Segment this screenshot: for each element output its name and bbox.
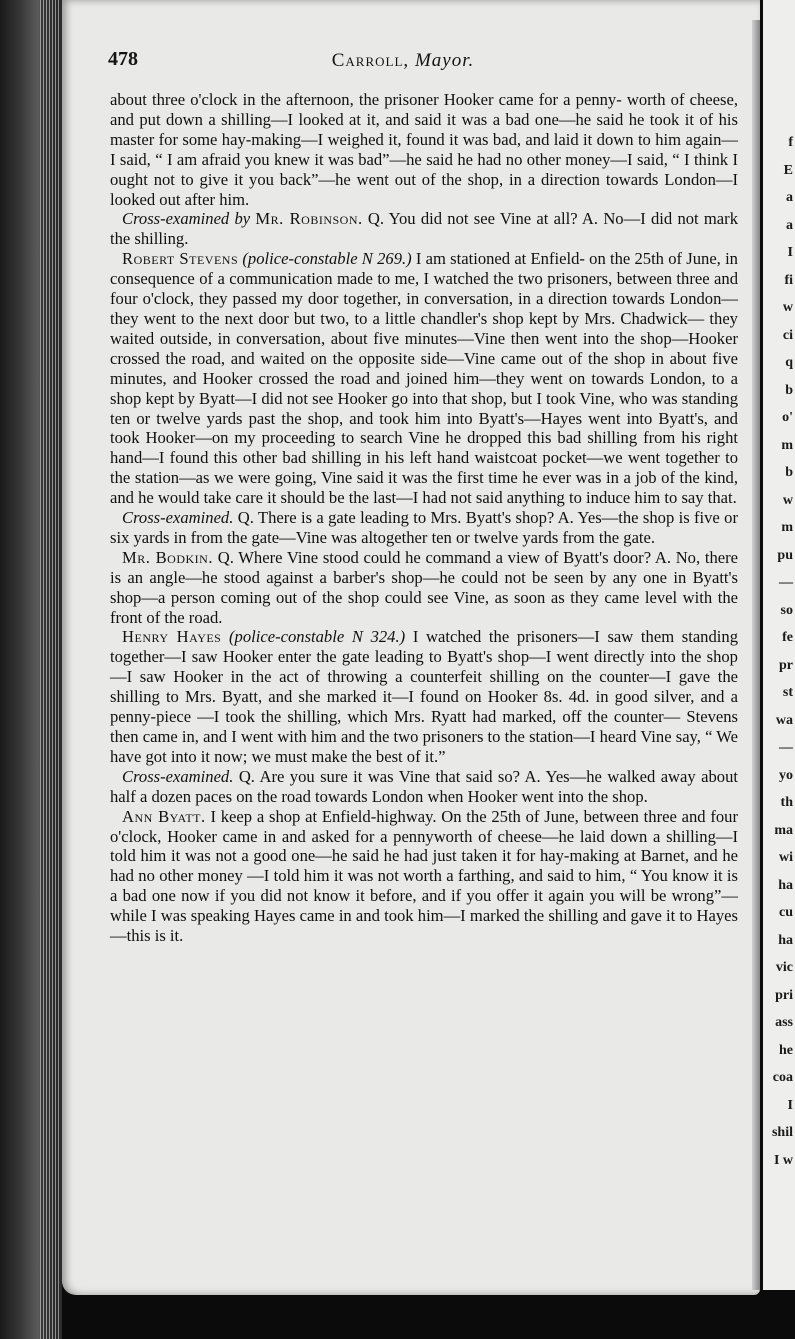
text-line: I keep a shop at Enfield-highway. On the 25th of June, — [210, 806, 579, 826]
book-spine — [0, 0, 62, 1339]
text-line: twelve yards past the shop, and took him into Byatt's—Hayes went into — [156, 408, 653, 428]
text-line: be wrong”—while I was speaking Hayes came in and took him—I marked — [110, 886, 738, 926]
facing-page-fragment: o' — [782, 410, 793, 425]
text-line: the next door but two, to a little chandler's shop kept by Mrs. Chadwick— — [199, 308, 705, 328]
text-line: shop—I went directly into the shop—I saw Hooker in the act of throwing a — [110, 647, 738, 687]
facing-page-fragment: ass — [775, 1015, 793, 1030]
text-line: door together, in conversation, in a direction towards London—they went to — [110, 289, 738, 328]
text-line: Byatt's, and took Hooker—on my proceeding to search Vine he dropped this — [110, 408, 738, 448]
text-line: Hooker went into the shop. — [467, 786, 648, 806]
text-line: No—I did not mark the shilling. — [110, 209, 738, 249]
facing-page-fragment: w — [782, 492, 793, 508]
paragraph — [110, 627, 738, 766]
scan-background — [62, 1295, 795, 1339]
facing-page-fragment: ha — [778, 877, 793, 893]
text-line: London—I looked out after him. — [110, 169, 738, 209]
facing-page-fragment: m — [781, 520, 793, 535]
facing-page-fragment: ha — [778, 932, 793, 948]
text-line: between three and four o'clock, Hooker came in and asked for a pennyworth — [110, 806, 738, 846]
facing-page-fragment: th — [780, 795, 793, 810]
facing-page-fragment: shil — [771, 1125, 793, 1140]
running-head-title: Mayor. — [414, 50, 475, 71]
text-line: them standing together—I saw Hooker enter the gate leading to Byatt's — [110, 627, 738, 667]
text-line: Q. Are you sure it was Vine that said so? A. Yes—he — [238, 766, 602, 786]
speaker-name: Mr. Bodkin. — [122, 547, 213, 567]
facing-page-fragment: st — [782, 685, 793, 700]
text-line: take care it should be the last—I had not said anything to induce him to say — [203, 488, 704, 508]
text-line: —I took the shilling, which Mrs. Ryatt had marked, off the counter— — [197, 707, 681, 727]
facing-page-fragment: ci — [782, 327, 793, 343]
facing-page-fragment: w — [782, 300, 793, 315]
paragraph — [110, 209, 738, 249]
facing-page-fragment: pri — [775, 987, 793, 1003]
text-line: she marked it—I found on Hooker 8s. 4d. in good silver, and a penny-piece — [110, 687, 738, 727]
facing-page-fragment: fe — [782, 630, 793, 645]
paragraph — [110, 508, 738, 548]
facing-page-fragment: coa — [772, 1070, 793, 1085]
paragraph — [110, 249, 738, 508]
speaker-role: (police-constable N 324.) — [229, 627, 406, 647]
text-line: bad shilling from his right hand—I found this other bad shilling in his left — [110, 428, 738, 468]
facing-page-fragment: b — [785, 382, 793, 398]
facing-page-fragment: — — [779, 740, 793, 755]
text-line: walked away about half a dozen paces on the road towards London when — [110, 766, 738, 806]
page-gutter-shadow — [752, 20, 760, 1290]
text-line: I am stationed at Enfield- — [415, 249, 585, 269]
facing-page-fragment: pr — [779, 657, 793, 673]
text-line: the shop—Hooker crossed the road, and waited on the opposite side—Vine — [110, 328, 738, 368]
text-line: said he had just taken it for hay-making at Barnet, and he had no other money — [110, 846, 738, 886]
speaker-name: Henry Hayes — [122, 627, 222, 647]
text-line: best of it.” — [375, 746, 446, 766]
page-header — [108, 48, 698, 84]
facing-page-fragment: q — [785, 355, 793, 370]
facing-page-fragment: pu — [777, 547, 793, 563]
text-line: the shilling and gave it to Hayes—this is it. — [110, 906, 738, 946]
text-line: about three o'clock in the afternoon, the prisoner Hooker came for a penny- — [110, 90, 622, 109]
paragraph-lead-italic: Cross-examined. — [122, 766, 234, 786]
speaker-name: Ann Byatt. — [122, 806, 206, 826]
text-line: station—I heard Vine say, “ We have got into it now; we must make the — [110, 727, 739, 766]
spine-page-edges — [40, 0, 60, 1339]
text-line: door? A. No, there is an angle—he stood against a barber's shop—he — [110, 547, 738, 587]
text-line: Vine said it was the first time he ever was in a job of the kind, and he would — [110, 468, 738, 508]
facing-page-fragment: he — [779, 1042, 793, 1058]
text-line: hand waistcoat pocket—we went together to the station—as we were going, — [110, 448, 738, 488]
text-line: came out of the shop in about five minutes, and Hooker crossed the road and — [110, 348, 738, 388]
paragraph — [110, 807, 738, 946]
facing-page-fragment: cu — [779, 905, 793, 920]
facing-page-fragment: so — [780, 602, 793, 618]
text-line: not to give it you back”—he went out of the shop, in a direction towards — [153, 169, 659, 189]
facing-page-fragment: wi — [779, 850, 793, 865]
facing-page-fragment: a — [786, 190, 793, 205]
running-head-name: Carroll, — [331, 50, 410, 71]
facing-page-fragment: a — [786, 217, 793, 233]
text-line: they waited outside, in conversation, about five minutes—Vine then went into — [110, 308, 738, 348]
text-line: joined him—they went on towards London, to a shop kept by Byatt—I did — [110, 368, 738, 408]
speaker-name: Mr. Robinson. — [255, 209, 363, 229]
facing-page-fragment: f — [788, 135, 793, 150]
text-line: Q. There is a gate leading to Mrs. Byatt's shop? A. — [237, 508, 574, 528]
text-line: I watched the prisoners—I saw — [412, 627, 634, 647]
facing-page-fragment: I w — [773, 1152, 793, 1168]
text-line: —I told him it was not worth a farthing, and said to him, “ You know it is — [247, 866, 738, 886]
paragraph — [110, 90, 738, 209]
facing-page-fragment: — — [779, 575, 793, 590]
text-line: bad one—he said he took it of his master for some hay-making—I weighed — [110, 109, 739, 149]
facing-page-fragment: b — [785, 465, 793, 480]
text-line: of cheese—he laid down a shilling—I told him it was not a good one—he — [110, 826, 738, 866]
text-line: that. — [707, 488, 737, 508]
facing-page-fragment: I — [787, 1097, 793, 1113]
paragraph — [110, 767, 738, 807]
paragraph — [110, 548, 738, 628]
page-number: 478 — [108, 48, 138, 70]
text-line: knew it was bad”—he said he had no other money—I said, “ I think I ought — [110, 149, 738, 189]
facing-page-fragment: yo — [779, 767, 793, 783]
text-line: Stevens then came in, and I went with him and the two prisoners to the — [110, 707, 738, 746]
text-line: it, found it was bad, and laid it down to him again—I said, “ I am afraid you — [110, 129, 738, 169]
facing-page-fragment: E — [783, 162, 793, 178]
speaker-name: Robert Stevens — [122, 249, 239, 269]
paragraph-lead-italic: Cross-examined by — [122, 209, 251, 229]
text-line: not see Hooker go into that shop, but I took Vine, who was standing ten or — [110, 388, 738, 428]
text-line: a bad one now if you did not know it before, and if you offer it again you will — [110, 886, 646, 906]
paragraph-lead-italic: Cross-examined. — [122, 508, 234, 528]
running-head — [108, 50, 698, 72]
text-line: counterfeit shilling on the counter—I gave the shilling to Mrs. Byatt, and — [110, 667, 739, 707]
text-line: could not be seen by any one in Byatt's shop—a person coming out of the — [110, 567, 738, 607]
text-line: Q. Where Vine stood could he command a view of Byatt's — [217, 547, 609, 567]
text-line: Q. You did not see Vine at all? A. — [367, 209, 599, 229]
body-text — [110, 90, 738, 946]
text-line: on the 25th of June, in consequence of a communication made to me, I — [110, 249, 738, 289]
text-line: shop could see Vine, as soon as they came level with the front of the road. — [110, 587, 738, 627]
text-line: or twelve yards from the gate. — [456, 527, 656, 547]
facing-page-strip — [763, 0, 795, 1290]
facing-page-fragment: fi — [784, 272, 793, 288]
facing-page-fragment: wa — [775, 712, 793, 728]
facing-page-fragment: m — [781, 437, 793, 453]
text-line: Yes—the shop is five or six yards in from the gate—Vine was altogether ten — [110, 508, 738, 547]
text-line: worth of cheese, and put down a shilling—I looked at it, and said it was a — [110, 90, 738, 129]
speaker-role: (police-constable N 269.) — [242, 249, 412, 269]
facing-page-fragment: vic — [775, 960, 793, 975]
facing-page-fragment: I — [787, 245, 793, 260]
text-line: watched the two prisoners, between three and four o'clock, they passed my — [110, 269, 738, 309]
facing-page-fragment: ma — [774, 822, 793, 838]
